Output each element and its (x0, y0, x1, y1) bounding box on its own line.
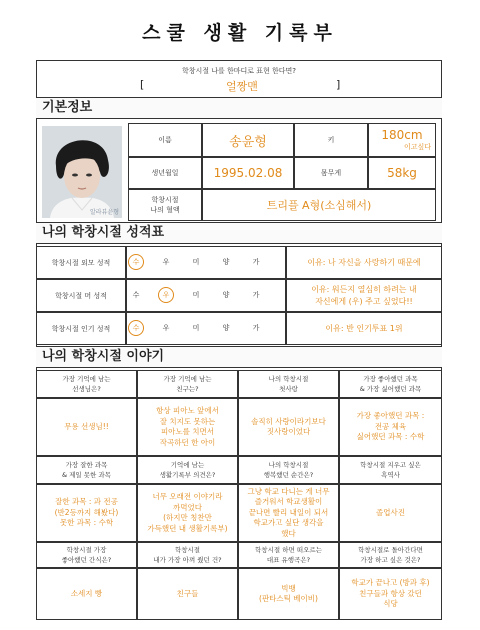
grade-reason (286, 246, 442, 279)
story-question-line: & 가장 싫어했던 과목 (359, 385, 422, 393)
grade-option: 양 (222, 324, 230, 332)
story-answer (238, 484, 339, 542)
grade-reason (286, 312, 442, 345)
story-answer-line: 학교가 끝나고 (방과 후) (351, 578, 430, 588)
grade-selected-circle: 수 (128, 254, 144, 270)
story-question (137, 456, 238, 484)
story-answer-line: 즐거워서 학교생활이 (254, 497, 323, 507)
story-answer-line: 졸업사진 (376, 507, 405, 517)
story-answer (339, 484, 442, 542)
story-answer (36, 568, 137, 620)
grade-option: 미 (192, 291, 200, 299)
grade-reason-line: 이유: 반 인기투표 1위 (325, 323, 403, 333)
grade-row-label: 학창시절 인기 성적 (36, 312, 126, 345)
story-answer (238, 568, 339, 620)
story-question (137, 542, 238, 568)
story-question-line: 행복했던 순간은? (263, 471, 314, 479)
story-question (238, 370, 339, 398)
story-answer-line: 전공 체육 (374, 421, 407, 431)
story-answer (137, 568, 238, 620)
story-answer-line: 학교가고 싶단 생각을 (253, 518, 324, 528)
story-answer-line: 항상 피아노 앞에서 (156, 406, 219, 415)
grade-option: 우 (162, 324, 170, 332)
grade-option: 우 (162, 258, 170, 266)
story-question-line: 학창시절 지우고 싶은 (360, 461, 421, 469)
story-answer-line: 끝나면 빨리 내일이 되서 (248, 507, 329, 517)
story-answer-line: 피아노를 치면서 (160, 427, 215, 436)
story-answer-line: 가득했던 내 생활기록부) (147, 523, 228, 533)
page-title: 스쿨 생활 기록부 (142, 22, 338, 44)
name-value: 송윤형 (202, 123, 294, 157)
grade-row-label: 학창시절 외모 성적 (36, 246, 126, 279)
weight-value: 58kg (368, 157, 436, 189)
story-answer-line: 짓사랑이었다 (266, 427, 311, 436)
story-answer-line: 까먹었다 (173, 502, 202, 512)
blood-label: 학창시절 나의 혈액 (128, 189, 202, 221)
grade-option: 수 (132, 291, 140, 299)
basic-info-header: 기본정보 (36, 97, 442, 119)
story-question (339, 456, 442, 484)
profile-photo-illustration (42, 126, 122, 218)
story-answer (36, 484, 137, 542)
story-answer-line: 친구들과 항상 갔던 (359, 588, 422, 598)
intro-bracket-close: ] (336, 78, 341, 91)
story-question (339, 370, 442, 398)
story-answer-line: 했다 (281, 528, 296, 538)
story-question-line: 나의 학창시절 (268, 375, 309, 383)
story-question-line: 흑역사 (381, 471, 400, 479)
story-question-line: 대표 유행곡은? (266, 556, 311, 564)
grade-reason-line: 이유: 워든지 열심히 하려는 내 (311, 284, 417, 294)
story-question (137, 370, 238, 398)
grades-header: 나의 학창시절 성적표 (36, 222, 442, 244)
story-question (238, 542, 339, 568)
grade-option: 미 (192, 324, 200, 332)
weight-label: 몸무게 (294, 157, 368, 189)
grade-option: 미 (192, 258, 200, 266)
birth-value: 1995.02.08 (202, 157, 294, 189)
grade-selected-circle: 우 (158, 287, 174, 303)
story-answer-line: 솔직히 사랑이라기보다 (251, 416, 326, 426)
story-answer-line: 그냥 학교 다니는 게 너무 (247, 486, 330, 496)
story-question-line: 가장 기억에 남는 (163, 375, 212, 383)
story-answer-line: 가장 좋아했던 과목 : (356, 411, 425, 421)
story-question-line: 선생님은? (72, 385, 101, 393)
height-value: 180cm 이고싶다 (368, 123, 436, 157)
story-answer (137, 484, 238, 542)
story-question-line: 학창시절 하면 떠오르는 (255, 546, 322, 554)
grade-reason-line: 이유: 나 자신을 사랑하기 때문에 (307, 257, 421, 267)
story-question (36, 456, 137, 484)
story-question-line: 내가 가장 아껴 줬던 건? (153, 556, 222, 564)
story-answer-line: (판타스틱 베이비) (259, 594, 318, 603)
height-label: 키 (294, 123, 368, 157)
story-answer-line: 잘한 과목 : 과 전공 (55, 497, 118, 507)
story-question-line: 학창시절로 돌아간다면 (358, 546, 423, 554)
story-question-line: 가장 좋아했던 과목 (363, 375, 418, 383)
story-answer-line: (반2등까지 해봤다) (54, 507, 119, 517)
intro-bracket-open: [ (140, 78, 145, 91)
story-answer (339, 398, 442, 456)
grade-option: 가 (252, 291, 260, 299)
name-label: 이름 (128, 123, 202, 157)
story-question-line: 학창시절 (174, 546, 201, 554)
story-answer (238, 398, 339, 456)
grade-option: 가 (252, 258, 260, 266)
birth-label: 생년월일 (128, 157, 202, 189)
story-header: 나의 학창시절 이야기 (36, 346, 442, 368)
story-answer-line: 너무 오래전 이야기라 (152, 492, 223, 501)
story-question (36, 542, 137, 568)
story-answer (36, 398, 137, 456)
story-question-line: & 제일 못한 과목 (62, 471, 111, 479)
story-answer-line: 친구들 (176, 588, 199, 598)
grade-row-label: 학창시절 머 성적 (36, 279, 126, 312)
photo-caption: 알라뷰윤형 (90, 209, 119, 216)
story-answer-line: 식당 (383, 599, 398, 609)
story-question-line: 나의 학창시절 (268, 461, 309, 469)
story-answer-line: 빅뱅 (281, 583, 296, 593)
story-question-line: 학창시절 가장 (66, 546, 107, 554)
story-question-line: 가장 잘한 과목 (65, 461, 108, 469)
story-answer-line: 무용 선생님!! (64, 421, 109, 431)
intro-question: 학창시절 나를 한마디로 표현 한다면? (181, 67, 297, 75)
story-question-line: 가장 기억에 남는 (62, 375, 111, 383)
grade-option: 양 (222, 258, 230, 266)
story-answer (339, 568, 442, 620)
story-answer-line: 못한 과목 : 수학 (59, 518, 114, 528)
grade-reason (286, 279, 442, 312)
story-answer-line: 잘 치지도 못하는 (159, 416, 216, 426)
story-question-line: 기억에 남는 (170, 461, 205, 469)
story-answer-line: (하지만 칭찬만 (163, 513, 212, 522)
grade-option: 양 (222, 291, 230, 299)
story-question-line: 좋아했던 간식은? (61, 556, 112, 564)
story-question-line: 첫사랑 (279, 385, 298, 393)
story-question (238, 456, 339, 484)
story-question (36, 370, 137, 398)
story-answer (137, 398, 238, 456)
story-answer-line: 작곡하던 한 아이 (159, 437, 216, 447)
blood-value: 트리플 A형(소심해서) (202, 189, 436, 221)
story-question-line: 생활기록부 의견은? (159, 471, 216, 479)
intro-answer: 얼짱맨 (226, 80, 258, 93)
story-answer-line: 싫어했던 과목 : 수학 (356, 432, 425, 442)
grade-selected-circle: 수 (128, 320, 144, 336)
story-question (339, 542, 442, 568)
grade-reason-line: 자신에게 (우) 주고 싶었다!! (315, 296, 413, 306)
grade-option: 가 (252, 324, 260, 332)
story-question-line: 가장 하고 싶은 것은? (360, 556, 421, 564)
profile-photo (42, 126, 122, 218)
story-answer-line: 소세지 빵 (70, 588, 103, 598)
story-question-line: 친구는? (176, 385, 199, 393)
